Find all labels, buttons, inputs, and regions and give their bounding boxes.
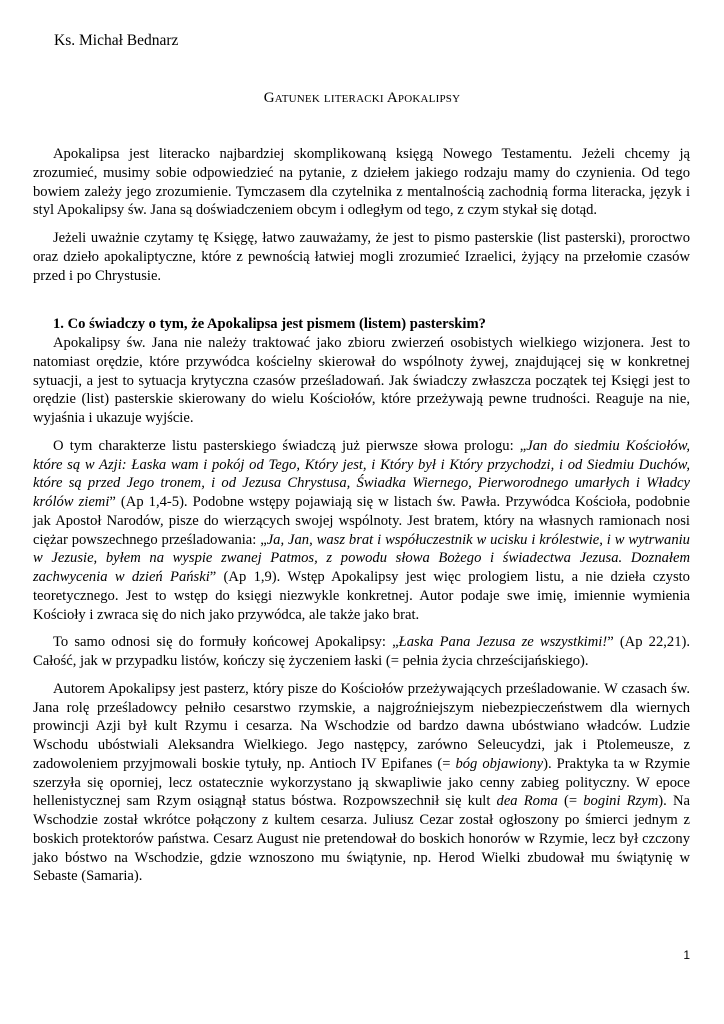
author-name: Ks. Michał Bednarz	[54, 32, 179, 49]
section-paragraph-3	[33, 633, 690, 671]
text-run: ). Na Wschodzie został wkrótce połączony z kultem cesarza. Juliusz Cezar został ogłoszony po śmierci jednym z boskich protektorów państwa. Cesarz August nie pretendował do boskich honorów w Rzymie, lecz był czczony jako bóstwo na Wschodzie, gdzie wznoszono mu świątynie, np. Herod Wielki zbudował mu świątynię w Sebaste (Samaria).	[33, 793, 690, 885]
text-run: ” (Ap 1,4-5). Podobne wstępy pojawiają się w listach św. Pawła. Przywódca Kościoła, podobnie jak Apostoł Narodów, pisze do wierzących swojej wspólnoty. Jest bratem, który na własnych ramionach nosi ciężar powszechnego prześladowania: „	[33, 494, 691, 548]
term-italic: bogini Rzym	[583, 793, 659, 810]
quote-italic: Jan do siedmiu Kościołów, które są w Azji: Łaska wam i pokój od Tego, Który jest, i Który był i Który przychodzi, i od Siedmiu Duchów, które są przed Jego tronem, i od Jezusa Chrystusa, Świadka Wiernego, Pierworodnego umarłych i Władcy królów ziemi	[33, 437, 691, 510]
text-run: To samo odnosi się do formuły końcowej Apokalipsy: „	[53, 634, 399, 651]
intro-paragraph-2: Jeżeli uważnie czytamy tę Księgę, łatwo zauważamy, że jest to pismo pasterskie (list pasterski), proroctwo oraz dzieło apokaliptyczne, które z pewnością łatwiej mogli zrozumieć Izraelici, żyjący na przełomie czasów przed i po Chrystusie.	[33, 230, 690, 284]
text-run: (=	[557, 793, 584, 810]
quote-italic: Łaska Pana Jezusa ze wszystkimi!	[398, 634, 608, 651]
text-run: Autorem Apokalipsy jest pasterz, który pisze do Kościołów przeżywających prześladowanie. W czasach św. Jana rolę prześladowcy pełniło cesarstwo rzymskie, a najgroźniejszym niebezpieczeństwem dla wiernych prowincji Azji był kult Rzymu i cesarza. Na Wschodzie od bardzo dawna ubóstwiano władców. Ludzie Wschodu ubóstwiali Aleksandra Wielkiego. Jego następcy, zarówno Seleucydzi, jak i Ptolemeusze, z zadowoleniem przyjmowali boskie tytuły, np. Antioch IV Epifanes (=	[33, 680, 690, 772]
text-run: O tym charakterze listu pasterskiego świadczą już pierwsze słowa prologu: „	[53, 437, 527, 454]
quote-italic: Ja, Jan, wasz brat i współuczestnik w ucisku i królestwie, i w wytrwaniu w Jezusie, byłem na wyspie zwanej Patmos, z powodu słowa Bożego i świadectwa Jezusa. Doznałem zachwycenia w dzień Pański	[33, 531, 690, 585]
term-italic: bóg objawiony	[455, 755, 544, 772]
text-run: ” (Ap 1,9). Wstęp Apokalipsy jest więc prologiem listu, a nie dzieła czysto teoretycznego. Jest to wstęp do księgi niezwykle konkretnej. Autor podaje swe imię, imiennie wymienia Kościoły i zwraca się do nich jako przywódca, ale także jako brat.	[33, 569, 690, 623]
section-heading: 1. Co świadczy o tym, że Apokalipsa jest pismem (listem) pasterskim?	[53, 316, 486, 333]
page-title	[0, 90, 724, 107]
page-number: 1	[683, 948, 690, 962]
term-italic: dea Roma	[496, 793, 558, 810]
section-paragraph-4	[33, 680, 690, 886]
text-run: ). Praktyka ta w Rzymie szerzyła się oporniej, lecz ostatecznie wykorzystano ją skwapliwie jako cenny zabieg polityczny. W epoce hellenistycznej sam Rzym osiągnął status bóstwa. Rozpowszechnił się kult	[33, 755, 690, 810]
text-run: ” (Ap 22,21). Całość, jak w przypadku listów, kończy się życzeniem łaski (= pełnia życia chrześcijańskiego).	[33, 634, 690, 669]
section-paragraph-1: Apokalipsy św. Jana nie należy traktować jako zbioru zwierzeń osobistych wielkiego wizjonera. Jest to natomiast orędzie, które przywódca kościelny skierował do wspólnoty żywej, znajdującej się w konkretnej sytuacji, a jest to sytuacja krytyczna czasów prześladowań. Jak świadczy zwłaszcza początek tej Księgi jest to orędzie (list) pasterskie skierowany do wielu Kościołów, które przeżywają pewne trudności. Reaguje na nie, wyjaśnia i ukazuje wyjście.	[33, 335, 690, 426]
section-paragraph-2	[33, 437, 690, 625]
intro-paragraph-1: Apokalipsa jest literacko najbardziej skomplikowaną księgą Nowego Testamentu. Jeżeli chcemy ją zrozumieć, musimy sobie odpowiedzieć na pytanie, z dziełem jakiego rodzaju mamy do czynienia. Od tego bowiem zależy jego zrozumienie. Tymczasem dla czytelnika z mentalnością zachodnią forma literacka, język i styl Apokalipsy św. Jana są doświadczeniem obcym i odległym od tego, z czym stykał się dotąd.	[33, 146, 690, 219]
title-text: Gatunek literacki Apokalipsy	[263, 90, 461, 106]
document-body	[33, 145, 690, 886]
